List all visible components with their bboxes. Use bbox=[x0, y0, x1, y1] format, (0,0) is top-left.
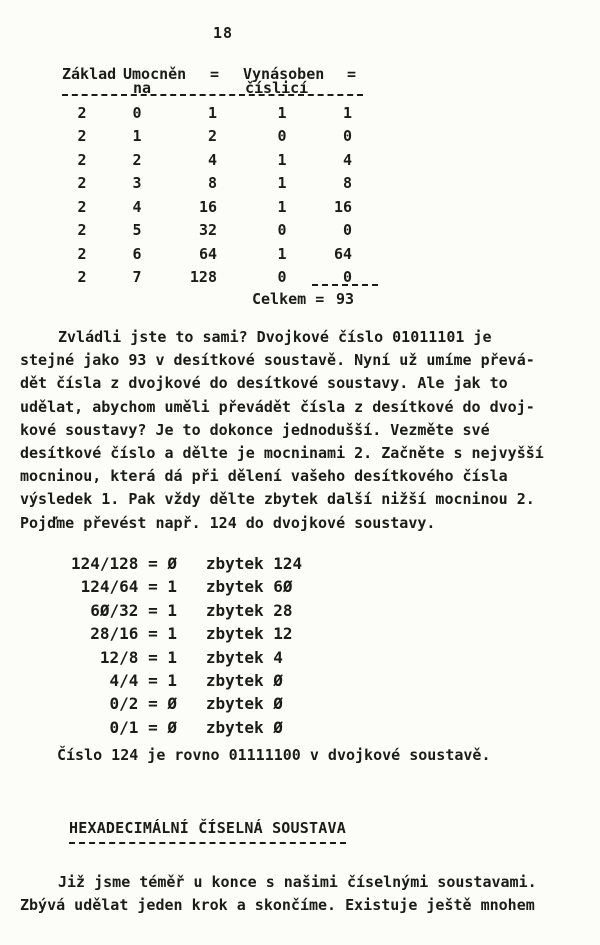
section-heading-text: HEXADECIMÁLNÍ ČÍSELNÁ SOUSTAVA bbox=[69, 820, 346, 844]
table-cell: 7 bbox=[132, 267, 142, 286]
table-cell: 2 bbox=[77, 267, 87, 286]
table-cell: 0 bbox=[342, 127, 352, 146]
table-cell: 5 bbox=[132, 221, 142, 240]
table-cell: 128 bbox=[189, 267, 217, 286]
table-cell: 4 bbox=[132, 197, 142, 216]
table-cell: 0 bbox=[342, 267, 352, 286]
table-row bbox=[0, 125, 600, 148]
table-cell: 0 bbox=[342, 221, 352, 240]
table-cell: 1 bbox=[277, 150, 287, 169]
table-row bbox=[0, 196, 600, 219]
table-cell: 64 bbox=[333, 244, 352, 263]
table-cell: 16 bbox=[333, 197, 352, 216]
table-cell: 1 bbox=[207, 104, 217, 122]
section-heading bbox=[69, 819, 346, 844]
table-row bbox=[0, 172, 600, 195]
table-total-value: 93 bbox=[336, 290, 355, 308]
table-row bbox=[0, 149, 600, 172]
table-cell: 16 bbox=[198, 197, 217, 216]
paragraph-line: mocninou, která dá při dělení vašeho desítkového čísla bbox=[20, 467, 508, 486]
division-line: 4/4 = 1 zbytek Ø bbox=[71, 671, 283, 691]
table-cell: 2 bbox=[77, 244, 87, 263]
table-cell: 32 bbox=[198, 221, 217, 240]
table-cell: 3 bbox=[132, 174, 142, 193]
division-line: 124/64 = 1 zbytek 6Ø bbox=[71, 577, 293, 597]
paragraph-line: stejné jako 93 v desítkové soustavě. Nyní už umíme převá- bbox=[20, 351, 535, 370]
table-header-cislici: číslicí bbox=[245, 79, 309, 97]
table-cell: 2 bbox=[77, 104, 87, 122]
table-row bbox=[0, 219, 600, 242]
paragraph-line: Zbývá udělat jeden krok a skončíme. Existuje ještě mnohem bbox=[20, 896, 535, 915]
division-line: 0/1 = Ø zbytek Ø bbox=[71, 717, 283, 737]
table-cell: 2 bbox=[77, 197, 87, 216]
division-line: 124/128 = Ø zbytek 124 bbox=[71, 554, 303, 573]
table-total-label: Celkem = bbox=[252, 290, 325, 308]
body-paragraph-2 bbox=[20, 871, 537, 917]
division-line: 12/8 = 1 zbytek 4 bbox=[71, 647, 283, 667]
table-row bbox=[0, 266, 600, 289]
table-row bbox=[0, 243, 600, 266]
table-header-equals-1: = bbox=[210, 65, 220, 83]
table-cell: 64 bbox=[198, 244, 217, 263]
body-paragraph-1 bbox=[20, 326, 544, 535]
division-line: 6Ø/32 = 1 zbytek 28 bbox=[71, 600, 293, 620]
paragraph-line: Již jsme téměř u konce s našimi číselnými soustavami. bbox=[58, 873, 537, 891]
table-cell: 0 bbox=[277, 221, 287, 240]
paragraph-line: desítkové číslo a dělte je mocninami 2. Začněte s nejvyšší bbox=[20, 444, 544, 463]
table-cell: 4 bbox=[342, 150, 352, 169]
table-cell: 6 bbox=[132, 244, 142, 263]
table-header-rule bbox=[62, 85, 363, 96]
table-header-equals-2: = bbox=[347, 65, 357, 83]
paragraph-line: výsledek 1. Pak vždy dělte zbytek další nižší mocninou 2. bbox=[20, 490, 535, 509]
table-cell: 1 bbox=[277, 197, 287, 216]
table-row bbox=[0, 102, 600, 125]
paragraph-line: Zvládli jste to sami? Dvojkové číslo 01011101 je bbox=[58, 328, 492, 346]
table-cell: 1 bbox=[277, 174, 287, 193]
table-cell: 0 bbox=[132, 104, 142, 122]
table-cell: 1 bbox=[277, 104, 287, 122]
conclusion-line: Číslo 124 je rovno 01111100 v dvojkové soustavě. bbox=[57, 746, 491, 764]
table-cell: 2 bbox=[77, 174, 87, 193]
division-list bbox=[71, 552, 302, 739]
table-cell: 8 bbox=[342, 174, 352, 193]
page-number: 18 bbox=[213, 24, 234, 42]
table-sum-rule bbox=[312, 276, 378, 286]
paragraph-line: dět čísla z dvojkové do desítkové soustavy. Ale jak to bbox=[20, 374, 508, 393]
table-total-row bbox=[0, 288, 600, 311]
table-cell: 2 bbox=[77, 150, 87, 169]
table-cell: 2 bbox=[132, 150, 142, 169]
table-header-zaklad: Základ bbox=[62, 65, 117, 83]
table-cell: 1 bbox=[277, 244, 287, 263]
table-cell: 0 bbox=[277, 267, 287, 286]
table-cell: 4 bbox=[207, 150, 217, 169]
table-cell: 2 bbox=[207, 127, 217, 146]
paragraph-line: kové soustavy? Je to dokonce jednodušší. Vezměte své bbox=[20, 420, 490, 439]
table-header-vynasoben: Vynásoben bbox=[243, 65, 325, 83]
table-header-umocnen: Umocněn bbox=[123, 65, 187, 83]
division-line: 0/2 = Ø zbytek Ø bbox=[71, 694, 283, 714]
table-cell: 2 bbox=[77, 221, 87, 240]
table-cell: 1 bbox=[132, 127, 142, 146]
paragraph-line: Pojďme převést např. 124 do dvojkové soustavy. bbox=[20, 513, 436, 532]
division-line: 28/16 = 1 zbytek 12 bbox=[71, 624, 293, 644]
table-cell: 2 bbox=[77, 127, 87, 146]
table-cell: 0 bbox=[277, 127, 287, 146]
paragraph-line: udělat, abychom uměli převádět čísla z desítkové do dvoj- bbox=[20, 397, 535, 416]
table-rows bbox=[0, 102, 600, 289]
table-header-na: na bbox=[133, 79, 152, 97]
table-cell: 1 bbox=[342, 104, 352, 122]
table-cell: 8 bbox=[207, 174, 217, 193]
